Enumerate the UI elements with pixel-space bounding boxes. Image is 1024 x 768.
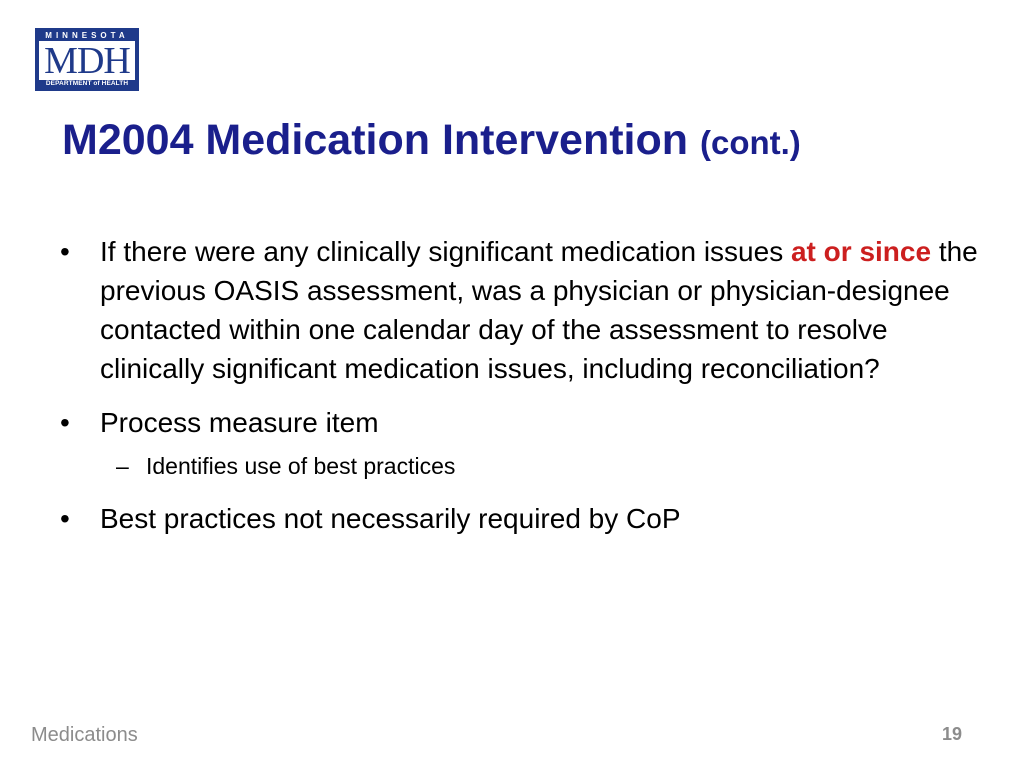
bullet-marker: • — [60, 503, 70, 534]
slide-title-main: M2004 Medication Intervention — [62, 116, 689, 164]
slide-title — [62, 112, 801, 171]
slide-title-suffix: (cont.) — [699, 124, 801, 161]
bullet-highlight-text: at or since — [790, 236, 932, 267]
bullet-item — [58, 499, 978, 538]
bullet-text-continued: the previous OASIS assessment, was a physician or physician-designee contacted within one calendar day of the assessment to resolve clinically significant medication issues, including reconciliation? — [100, 236, 978, 384]
bullet-text: Process measure item — [100, 407, 379, 438]
bullet-item — [58, 403, 978, 442]
sub-bullet-item — [58, 449, 978, 483]
logo-department-text: DEPARTMENT of HEALTH — [45, 80, 129, 87]
page-number: 19 — [941, 724, 962, 744]
footer-label: Medications — [31, 724, 138, 746]
logo-initials-box — [39, 41, 135, 80]
sub-bullet-marker: – — [116, 453, 129, 479]
bullet-marker: • — [60, 407, 70, 438]
logo-state-text: MINNESOTA — [45, 31, 129, 40]
mdh-logo — [35, 28, 139, 91]
slide-content — [58, 232, 978, 538]
logo-initials: MDH — [44, 40, 130, 82]
bullet-marker: • — [60, 236, 70, 267]
bullet-text: Best practices not necessarily required by CoP — [100, 503, 681, 534]
bullet-item — [58, 232, 978, 388]
bullet-text: If there were any clinically significant medication issues — [100, 236, 784, 267]
sub-bullet-text: Identifies use of best practices — [146, 453, 456, 479]
